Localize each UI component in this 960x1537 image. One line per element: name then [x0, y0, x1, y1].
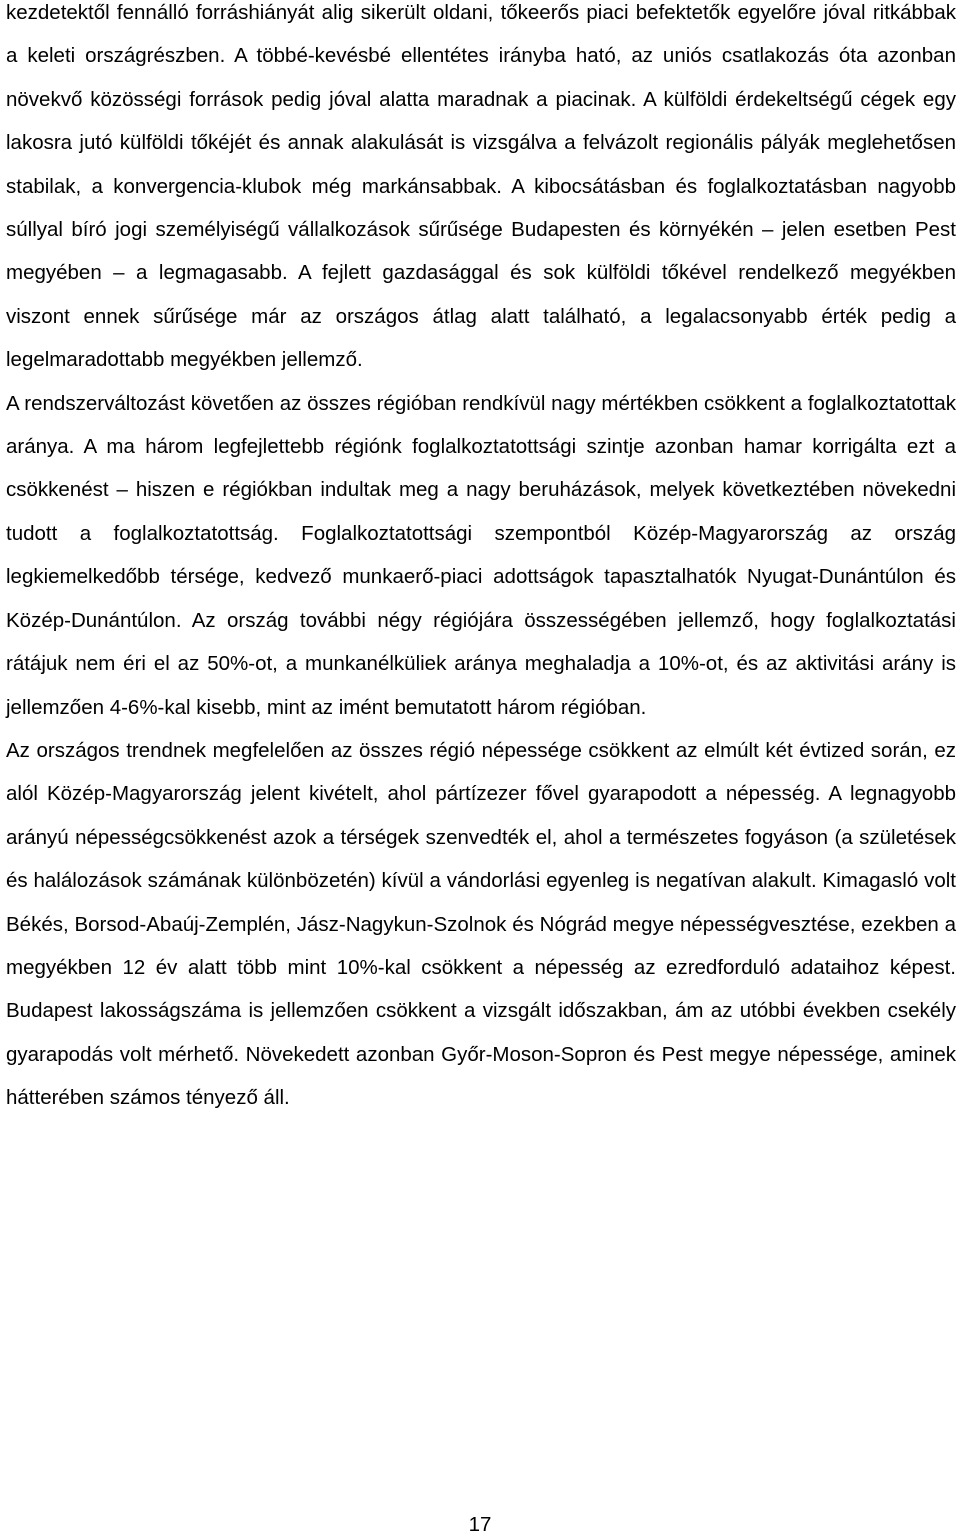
- page-number: 17: [468, 1513, 492, 1536]
- paragraph-employment: A rendszerváltozást követően az összes régióban rendkívül nagy mértékben csökkent a foglalkoztatottak aránya. A ma három legfejlettebb régiónk foglalkoztatottsági szintje azonban hamar korrigálta ezt a csökkenést – hiszen e régiókban indultak meg a nagy beruházások, melyek következtében növekedni tudott a foglalkoztatottság. Foglalkoztatottsági szempontból Közép-Magyarország az ország legkiemelkedőbb térsége, kedvező munkaerő-piaci adottságok tapasztalhatók Nyugat-Dunántúlon és Közép-Dunántúlon. Az ország további négy régiójára összességében jellemző, hogy foglalkoztatási rátájuk nem éri el az 50%-ot, a munkanélküliek aránya meghaladja a 10%-ot, és az aktivitási arány is jellemzően 4-6%-kal kisebb, mint az imént bemutatott három régióban.: [6, 391, 956, 719]
- body-text: [6, 0, 956, 1120]
- paragraph-population: Az országos trendnek megfelelően az összes régió népessége csökkent az elmúlt két évtized során, ez alól Közép-Magyarország jelent kivételt, ahol pártízezer fővel gyarapodott a népesség. A legnagyobb arányú népességcsökkenést azok a térségek szenvedték el, ahol a természetes fogyáson (a születések és halálozások számának különbözetén) kívül a vándorlási egyenleg is negatívan alakult. Kimagasló volt Békés, Borsod-Abaúj-Zemplén, Jász-Nagykun-Szolnok és Nógrád megye népességvesztése, ezekben a megyékben 12 év alatt több mint 10%-kal csökkent a népesség az ezredforduló adataihoz képest. Budapest lakosságszáma is jellemzően csökkent a vizsgált időszakban, ám az utóbbi években csekély gyarapodás volt mérhető. Növekedett azonban Győr-Moson-Sopron és Pest megye népessége, aminek hátterében számos tényező áll.: [6, 738, 956, 1110]
- paragraph-capital-shortage: kezdetektől fennálló forráshiányát alig sikerült oldani, tőkeerős piaci befektetők egyelőre jóval ritkábbak a keleti országrészben. A többé-kevésbé ellentétes irányba ható, az uniós csatlakozás óta azonban növekvő közösségi források pedig jóval alatta maradnak a piacinak. A külföldi érdekeltségű cégek egy lakosra jutó külföldi tőkéjét és annak alakulását is vizsgálva a felvázolt regionális pályák meglehetősen stabilak, a konvergencia-klubok még markánsabbak. A kibocsátásban és foglalkoztatásban nagyobb súllyal bíró jogi személyiségű vállalkozások sűrűsége Budapesten és környékén – jelen esetben Pest megyében – a legmagasabb. A fejlett gazdasággal és sok külföldi tőkével rendelkező megyékben viszont ennek sűrűsége már az országos átlag alatt található, a legalacsonyabb érték pedig a legelmaradottabb megyékben jellemző.: [6, 1, 956, 372]
